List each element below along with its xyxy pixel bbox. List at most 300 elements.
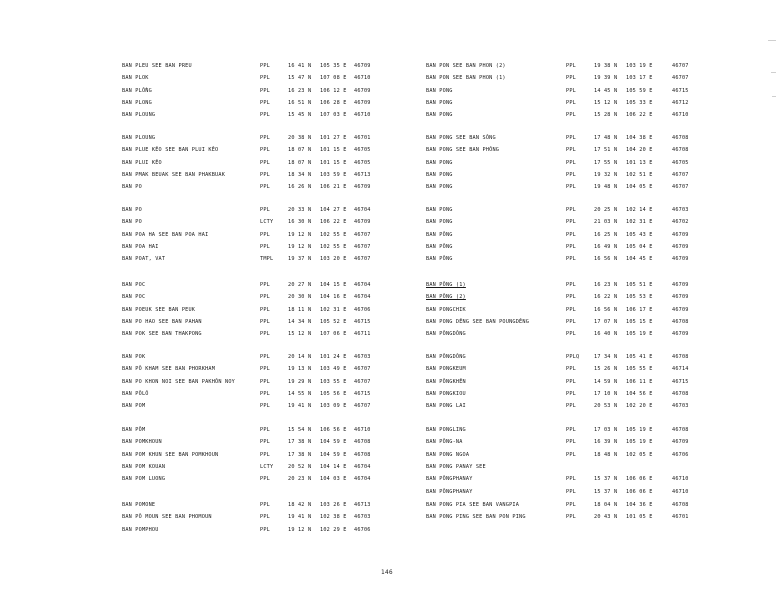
feature-class: PPL <box>566 256 576 263</box>
feature-class: PPL <box>260 366 270 373</box>
feature-class: PPL <box>260 147 270 154</box>
longitude: 101 27 E <box>320 135 347 141</box>
map-code: 46709 <box>354 99 371 106</box>
place-name: BAN POC <box>122 294 146 301</box>
feature-class: PPL <box>566 159 576 166</box>
feature-class: PPL <box>260 502 270 508</box>
feature-class: TMPL <box>260 256 274 263</box>
map-code: 46710 <box>672 112 689 119</box>
map-code: 46708 <box>354 439 371 446</box>
place-name: BAN PÔNGPHANAY <box>426 488 473 495</box>
latitude: 19 41 N <box>288 514 312 521</box>
place-name: BAN POM <box>122 403 146 410</box>
feature-class: PPL <box>260 243 270 250</box>
map-code: 46703 <box>672 207 689 213</box>
longitude: 102 51 E <box>626 171 653 178</box>
feature-class: PPL <box>566 403 576 410</box>
longitude: 103 20 E <box>320 256 347 263</box>
longitude: 104 56 E <box>626 390 653 397</box>
feature-class: PPL <box>260 476 270 483</box>
place-name: BAN PONGKEUM <box>426 366 466 373</box>
place-name: BAN PO <box>122 184 142 191</box>
place-name: BAN PONGCHIK <box>426 306 466 313</box>
latitude: 15 28 N <box>594 112 618 119</box>
place-name: BAN PONG <box>426 87 453 94</box>
place-name: BAN PONG <box>426 99 453 106</box>
map-code: 46709 <box>672 256 689 263</box>
longitude: 105 41 E <box>626 354 653 360</box>
latitude: 15 45 N <box>288 112 312 119</box>
map-code: 46709 <box>354 87 371 94</box>
feature-class: PPL <box>566 306 576 313</box>
longitude: 105 43 E <box>626 231 653 238</box>
longitude: 101 15 E <box>320 159 347 166</box>
latitude: 19 37 N <box>288 256 312 263</box>
map-code: 46705 <box>354 159 371 166</box>
longitude: 106 12 E <box>320 87 347 94</box>
place-name: BAN PONG SEE BAN SÔNG <box>426 135 496 141</box>
latitude: 14 45 N <box>594 87 618 94</box>
place-name: BAN PÔNG <box>426 231 453 238</box>
place-name: BAN PLOUNG <box>122 112 156 119</box>
longitude: 105 33 E <box>626 99 653 106</box>
place-name: BAN PONG LAI <box>426 403 466 410</box>
place-name: BAN PÔNG (2) <box>426 294 466 301</box>
longitude: 101 24 E <box>320 354 347 360</box>
longitude: 105 56 E <box>320 390 347 397</box>
feature-class: PPL <box>566 231 576 238</box>
latitude: 17 07 N <box>594 318 618 325</box>
place-name: BAN PONG <box>426 112 453 119</box>
latitude: 20 14 N <box>288 354 312 360</box>
longitude: 103 26 E <box>320 502 347 508</box>
map-code: 46715 <box>672 87 689 94</box>
feature-class: PPL <box>260 526 270 533</box>
latitude: 16 41 N <box>288 63 312 69</box>
latitude: 17 51 N <box>594 147 618 154</box>
place-name: BAN POAT, VAT <box>122 256 166 263</box>
longitude: 105 55 E <box>626 366 653 373</box>
longitude: 102 29 E <box>320 526 347 533</box>
latitude: 16 23 N <box>594 282 618 288</box>
latitude: 19 12 N <box>288 526 312 533</box>
place-name: BAN POM KOUAN <box>122 463 166 470</box>
map-code: 46707 <box>354 231 371 238</box>
map-code: 46707 <box>672 63 689 69</box>
latitude: 18 34 N <box>288 171 312 178</box>
map-code: 46707 <box>672 171 689 178</box>
place-name: BAN PON SEE BAN PHON (1) <box>426 75 506 82</box>
map-code: 46707 <box>354 403 371 410</box>
place-name: BAN PLONG <box>122 99 152 106</box>
feature-class: PPL <box>566 378 576 385</box>
feature-class: PPL <box>566 171 576 178</box>
feature-class: PPL <box>566 282 576 288</box>
longitude: 102 31 E <box>320 306 347 313</box>
place-name: BAN PLUI KÊO <box>122 159 162 166</box>
feature-class: PPL <box>260 439 270 446</box>
latitude: 15 12 N <box>288 331 312 338</box>
place-name: BAN POM LUONG <box>122 476 166 483</box>
map-code: 46704 <box>354 207 371 213</box>
latitude: 14 34 N <box>288 318 312 325</box>
longitude: 106 06 E <box>626 488 653 495</box>
place-name: BAN PONG SEE BAN PHÔNG <box>426 147 500 154</box>
feature-class: PPL <box>566 207 576 213</box>
feature-class: PPL <box>260 354 270 360</box>
latitude: 20 52 N <box>288 463 312 470</box>
map-code: 46710 <box>354 75 371 82</box>
longitude: 106 28 E <box>320 99 347 106</box>
place-name: BAN PONG PING SEE BAN PON PING <box>426 514 526 521</box>
place-name: BAN POM KHUN SEE BAN POMKHOUN <box>122 451 219 458</box>
feature-class: PPL <box>566 112 576 119</box>
longitude: 105 51 E <box>626 282 653 288</box>
map-code: 46706 <box>354 306 371 313</box>
latitude: 15 37 N <box>594 476 618 483</box>
map-code: 46709 <box>672 331 689 338</box>
map-code: 46715 <box>354 390 371 397</box>
map-code: 46709 <box>672 294 689 301</box>
place-name: BAN PO <box>122 219 142 226</box>
map-code: 46704 <box>354 282 371 288</box>
place-name: BAN PÔNGPHANAY <box>426 476 473 483</box>
feature-class: PPL <box>260 135 270 141</box>
place-name: BAN PÔNG (1) <box>426 282 466 288</box>
map-code: 46708 <box>672 354 689 360</box>
map-code: 46713 <box>354 502 371 508</box>
place-name: BAN PONG <box>426 184 453 191</box>
place-name: BAN PONG <box>426 219 453 226</box>
place-name: BAN POMKHOUN <box>122 439 162 446</box>
latitude: 16 26 N <box>288 184 312 191</box>
map-code: 46707 <box>354 366 371 373</box>
feature-class: PPL <box>260 451 270 458</box>
latitude: 18 42 N <box>288 502 312 508</box>
latitude: 16 22 N <box>594 294 618 301</box>
longitude: 102 55 E <box>320 243 347 250</box>
longitude: 106 21 E <box>320 184 347 191</box>
longitude: 101 05 E <box>626 514 653 521</box>
feature-class: PPL <box>260 231 270 238</box>
longitude: 103 17 E <box>626 75 653 82</box>
feature-class: LCTY <box>260 463 274 470</box>
latitude: 15 37 N <box>594 488 618 495</box>
map-code: 46707 <box>672 184 689 191</box>
longitude: 105 53 E <box>626 294 653 301</box>
place-name: BAN PONGKIOU <box>426 390 466 397</box>
place-name: BAN POA HAI <box>122 243 159 250</box>
map-code: 46709 <box>672 439 689 446</box>
map-code: 46706 <box>354 526 371 533</box>
latitude: 15 12 N <box>594 99 618 106</box>
feature-class: PPL <box>566 514 576 521</box>
map-code: 46705 <box>672 159 689 166</box>
feature-class: PPL <box>260 403 270 410</box>
feature-class: PPL <box>566 184 576 191</box>
feature-class: PPL <box>260 427 270 433</box>
place-name: BAN POK <box>122 354 146 360</box>
latitude: 20 53 N <box>594 403 618 410</box>
longitude: 104 27 E <box>320 207 347 213</box>
longitude: 104 05 E <box>626 184 653 191</box>
latitude: 20 25 N <box>594 207 618 213</box>
place-name: BAN PONG <box>426 207 453 213</box>
place-name: BAN PÔ MOUN SEE BAN PHOMOUN <box>122 514 212 521</box>
scan-edge-mark <box>771 72 776 73</box>
longitude: 106 22 E <box>320 219 347 226</box>
map-code: 46708 <box>672 427 689 433</box>
latitude: 18 04 N <box>594 502 618 508</box>
feature-class: PPLQ <box>566 354 580 360</box>
map-code: 46709 <box>354 63 371 69</box>
feature-class: PPL <box>260 318 270 325</box>
place-name: BAN PÔNGDÔNG <box>426 354 466 360</box>
longitude: 105 04 E <box>626 243 653 250</box>
place-name: BAN PONGLING <box>426 427 466 433</box>
place-name: BAN PO KHON NOI SEE BAN PAKHÔN NOY <box>122 378 235 385</box>
longitude: 104 15 E <box>320 282 347 288</box>
map-code: 46710 <box>354 112 371 119</box>
feature-class: PPL <box>566 476 576 483</box>
latitude: 21 03 N <box>594 219 618 226</box>
map-code: 46704 <box>354 476 371 483</box>
latitude: 16 23 N <box>288 87 312 94</box>
map-code: 46710 <box>354 427 371 433</box>
longitude: 106 11 E <box>626 378 653 385</box>
place-name: BAN PLOUNG <box>122 135 156 141</box>
latitude: 16 40 N <box>594 331 618 338</box>
longitude: 102 31 E <box>626 219 653 226</box>
map-code: 46715 <box>672 378 689 385</box>
latitude: 18 07 N <box>288 147 312 154</box>
map-code: 46708 <box>672 147 689 154</box>
map-code: 46712 <box>672 99 689 106</box>
latitude: 17 38 N <box>288 451 312 458</box>
feature-class: PPL <box>260 306 270 313</box>
longitude: 104 03 E <box>320 476 347 483</box>
map-code: 46708 <box>672 390 689 397</box>
place-name: BAN PLỔNG <box>122 87 152 94</box>
feature-class: PPL <box>566 318 576 325</box>
latitude: 19 48 N <box>594 184 618 191</box>
map-code: 46701 <box>354 135 371 141</box>
latitude: 18 11 N <box>288 306 312 313</box>
place-name: BAN PO <box>122 207 142 213</box>
longitude: 104 20 E <box>626 147 653 154</box>
map-code: 46708 <box>672 135 689 141</box>
place-name: BAN PÔNGKHÊN <box>426 378 466 385</box>
feature-class: PPL <box>566 427 576 433</box>
feature-class: LCTY <box>260 219 274 226</box>
longitude: 104 45 E <box>626 256 653 263</box>
place-name: BAN PMAK BEUAK SEE BAN PHAKBUAK <box>122 171 226 178</box>
feature-class: PPL <box>566 488 576 495</box>
longitude: 107 06 E <box>320 331 347 338</box>
feature-class: PPL <box>260 390 270 397</box>
feature-class: PPL <box>260 159 270 166</box>
latitude: 19 39 N <box>594 75 618 82</box>
map-code: 46709 <box>672 243 689 250</box>
place-name: BAN PÔNG-NA <box>426 439 463 446</box>
feature-class: PPL <box>566 75 576 82</box>
latitude: 20 23 N <box>288 476 312 483</box>
map-code: 46709 <box>672 282 689 288</box>
longitude: 107 03 E <box>320 112 347 119</box>
latitude: 14 55 N <box>288 390 312 397</box>
longitude: 105 35 E <box>320 63 347 69</box>
feature-class: PPL <box>566 63 576 69</box>
place-name: BAN PONG <box>426 159 453 166</box>
feature-class: PPL <box>260 282 270 288</box>
feature-class: PPL <box>566 87 576 94</box>
longitude: 105 19 E <box>626 427 653 433</box>
latitude: 20 43 N <box>594 514 618 521</box>
scan-edge-mark <box>768 40 776 41</box>
longitude: 103 59 E <box>320 171 347 178</box>
latitude: 17 10 N <box>594 390 618 397</box>
map-code: 46703 <box>672 403 689 410</box>
longitude: 101 15 E <box>320 147 347 154</box>
map-code: 46701 <box>672 514 689 521</box>
longitude: 104 36 E <box>626 502 653 508</box>
place-name: BAN PÔNG <box>426 243 453 250</box>
map-code: 46703 <box>354 354 371 360</box>
map-code: 46711 <box>354 331 371 338</box>
longitude: 105 15 E <box>626 318 653 325</box>
latitude: 17 48 N <box>594 135 618 141</box>
latitude: 15 47 N <box>288 75 312 82</box>
feature-class: PPL <box>566 294 576 301</box>
place-name: BAN POEUK SEE BAN PEUK <box>122 306 196 313</box>
longitude: 104 38 E <box>626 135 653 141</box>
feature-class: PPL <box>566 243 576 250</box>
place-name: BAN PONG PANAY SEE <box>426 463 486 470</box>
longitude: 103 55 E <box>320 378 347 385</box>
longitude: 102 05 E <box>626 451 653 458</box>
longitude: 106 17 E <box>626 306 653 313</box>
latitude: 19 12 N <box>288 231 312 238</box>
place-name: BAN POMPHOU <box>122 526 159 533</box>
map-code: 46714 <box>672 366 689 373</box>
map-code: 46706 <box>672 451 689 458</box>
map-code: 46709 <box>672 231 689 238</box>
latitude: 14 59 N <box>594 378 618 385</box>
feature-class: PPL <box>260 514 270 521</box>
place-name: BAN PLOK <box>122 75 149 82</box>
map-code: 46715 <box>354 318 371 325</box>
feature-class: PPL <box>566 135 576 141</box>
longitude: 105 19 E <box>626 331 653 338</box>
latitude: 18 07 N <box>288 159 312 166</box>
scan-edge-mark <box>772 96 776 97</box>
place-name: BAN PÔ KHAM SEE BAN PHORKHAM <box>122 366 216 373</box>
feature-class: PPL <box>260 378 270 385</box>
longitude: 104 59 E <box>320 439 347 446</box>
map-code: 46709 <box>354 184 371 191</box>
map-code: 46710 <box>672 476 689 483</box>
map-code: 46705 <box>354 147 371 154</box>
place-name: BAN POA HA SEE BAN POA HAI <box>122 231 209 238</box>
latitude: 15 54 N <box>288 427 312 433</box>
latitude: 19 32 N <box>594 171 618 178</box>
map-code: 46707 <box>672 75 689 82</box>
latitude: 19 38 N <box>594 63 618 69</box>
latitude: 17 38 N <box>288 439 312 446</box>
latitude: 19 29 N <box>288 378 312 385</box>
feature-class: PPL <box>260 184 270 191</box>
map-code: 46704 <box>354 294 371 301</box>
latitude: 18 48 N <box>594 451 618 458</box>
place-name: BAN PONG DÊNG SEE BAN POUNGDÊNG <box>426 318 530 325</box>
longitude: 102 20 E <box>626 403 653 410</box>
map-code: 46708 <box>354 451 371 458</box>
place-name: BAN POMONE <box>122 502 156 508</box>
longitude: 106 56 E <box>320 427 347 433</box>
feature-class: PPL <box>260 112 270 119</box>
place-name: BAN PÔLÔ <box>122 390 149 397</box>
latitude: 20 30 N <box>288 294 312 301</box>
longitude: 105 52 E <box>320 318 347 325</box>
latitude: 20 27 N <box>288 282 312 288</box>
latitude: 19 13 N <box>288 366 312 373</box>
place-name: BAN PÔM <box>122 427 146 433</box>
latitude: 16 56 N <box>594 306 618 313</box>
latitude: 19 12 N <box>288 243 312 250</box>
longitude: 102 38 E <box>320 514 347 521</box>
place-name: BAN PONG PIA SEE BAN VANGPIA <box>426 502 520 508</box>
feature-class: PPL <box>260 99 270 106</box>
feature-class: PPL <box>566 502 576 508</box>
feature-class: PPL <box>260 294 270 301</box>
place-name: BAN PÔNGDÔNG <box>426 331 466 338</box>
map-code: 46702 <box>672 219 689 226</box>
latitude: 16 30 N <box>288 219 312 226</box>
place-name: BAN PÔNG <box>426 256 453 263</box>
latitude: 16 25 N <box>594 231 618 238</box>
map-code: 46708 <box>672 318 689 325</box>
feature-class: PPL <box>566 439 576 446</box>
latitude: 20 33 N <box>288 207 312 213</box>
longitude: 106 22 E <box>626 112 653 119</box>
latitude: 17 55 N <box>594 159 618 166</box>
latitude: 16 51 N <box>288 99 312 106</box>
feature-class: PPL <box>260 87 270 94</box>
latitude: 16 49 N <box>594 243 618 250</box>
place-name: BAN PONG NGOA <box>426 451 470 458</box>
map-code: 46713 <box>354 171 371 178</box>
latitude: 20 38 N <box>288 135 312 141</box>
longitude: 107 08 E <box>320 75 347 82</box>
latitude: 17 03 N <box>594 427 618 433</box>
longitude: 102 14 E <box>626 207 653 213</box>
longitude: 106 06 E <box>626 476 653 483</box>
map-code: 46703 <box>354 514 371 521</box>
longitude: 103 09 E <box>320 403 347 410</box>
longitude: 104 16 E <box>320 294 347 301</box>
map-code: 46707 <box>354 256 371 263</box>
longitude: 101 13 E <box>626 159 653 166</box>
place-name: BAN POC <box>122 282 146 288</box>
map-code: 46708 <box>672 502 689 508</box>
map-code: 46710 <box>672 488 689 495</box>
latitude: 16 56 N <box>594 256 618 263</box>
map-code: 46707 <box>354 243 371 250</box>
feature-class: PPL <box>260 63 270 69</box>
feature-class: PPL <box>566 451 576 458</box>
feature-class: PPL <box>566 331 576 338</box>
longitude: 105 59 E <box>626 87 653 94</box>
